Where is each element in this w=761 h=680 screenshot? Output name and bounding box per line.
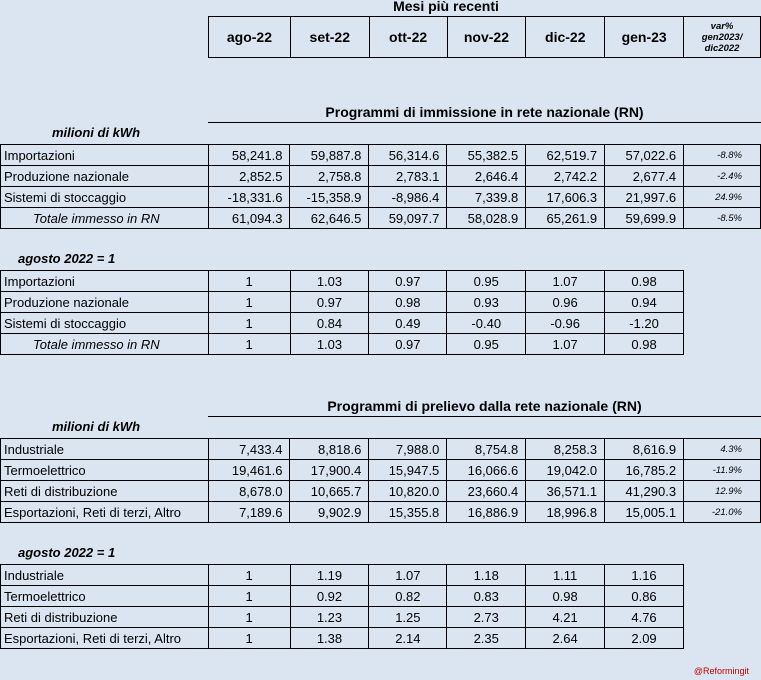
cell-value: 1 [208,271,290,292]
table-row [1,502,761,523]
cell-var: -8.8% [684,145,761,166]
cell-value: 59,097.7 [369,208,447,229]
table-row [1,187,761,208]
cell-value: 9,902.9 [290,502,369,523]
prelievo-index-unit-label: agosto 2022 = 1 [18,545,116,560]
cell-value: 59,699.9 [605,208,684,229]
cell-value: 8,616.9 [605,439,684,460]
month-header: ago-22 [209,17,291,58]
cell-value: 2.09 [605,628,684,649]
watermark: @Reformingit [693,666,749,676]
cell-value: 0.92 [290,586,369,607]
cell-value: 7,433.4 [208,439,290,460]
cell-var: -2.4% [684,166,761,187]
cell-var: -21.0% [684,502,761,523]
cell-value: 16,785.2 [605,460,684,481]
cell-value: 1 [208,607,290,628]
cell-value: 1.23 [290,607,369,628]
page-title: Mesi più recenti [393,0,499,14]
cell-value: 7,988.0 [369,439,447,460]
immissione-title: Programmi di immissione in rete nazionale (RN) [325,104,644,120]
cell-value: 8,754.8 [447,439,526,460]
cell-value: 4.21 [526,607,605,628]
row-label: Produzione nazionale [1,166,209,187]
cell-value: 1.07 [526,271,605,292]
cell-value: 8,818.6 [290,439,369,460]
cell-value: 19,461.6 [208,460,290,481]
cell-value: 0.49 [369,313,447,334]
cell-value: 0.86 [605,586,684,607]
cell-value: 56,314.6 [369,145,447,166]
cell-value: 8,258.3 [526,439,605,460]
cell-value: 1.16 [605,565,684,586]
cell-value: 10,665.7 [290,481,369,502]
cell-value: 2.73 [447,607,526,628]
table-row [1,439,761,460]
table-row [1,313,684,334]
row-label: Termoelettrico [1,586,209,607]
cell-value: 2,742.2 [526,166,605,187]
cell-value: 1.18 [447,565,526,586]
cell-value: 1 [208,313,290,334]
cell-value: -0.96 [526,313,605,334]
cell-value: 23,660.4 [447,481,526,502]
month-header: nov-22 [447,17,526,58]
immissione-index-table [0,270,684,355]
cell-value: 1.11 [526,565,605,586]
cell-value: 0.96 [526,292,605,313]
cell-value: 0.95 [447,334,526,355]
cell-value: 1.03 [290,271,369,292]
cell-value: 2,677.4 [605,166,684,187]
row-label: Reti di distribuzione [1,607,209,628]
cell-value: 36,571.1 [526,481,605,502]
cell-value: 58,241.8 [208,145,290,166]
cell-value: 65,261.9 [526,208,605,229]
row-label: Termoelettrico [1,460,209,481]
cell-value: 0.98 [526,586,605,607]
row-label: Industriale [1,439,209,460]
cell-value: 1 [208,334,290,355]
row-label: Reti di distribuzione [1,481,209,502]
cell-value: 0.95 [447,271,526,292]
table-row [1,145,761,166]
cell-value: 2,783.1 [369,166,447,187]
cell-value: 2,852.5 [208,166,290,187]
cell-value: -0.40 [447,313,526,334]
cell-value: 2,646.4 [447,166,526,187]
table-row [1,628,684,649]
cell-value: 2.14 [369,628,447,649]
cell-value: -8,986.4 [369,187,447,208]
prelievo-title: Programmi di prelievo dalla rete nazionale (RN) [327,398,642,414]
cell-value: -1.20 [605,313,684,334]
cell-value: 0.94 [605,292,684,313]
cell-value: 8,678.0 [208,481,290,502]
row-label: Totale immesso in RN [1,208,209,229]
immissione-table [0,144,761,229]
table-row [1,565,684,586]
cell-value: 0.82 [369,586,447,607]
cell-value: 19,042.0 [526,460,605,481]
cell-value: 1 [208,586,290,607]
cell-value: 0.98 [605,334,684,355]
cell-value: 0.97 [290,292,369,313]
cell-value: 15,947.5 [369,460,447,481]
table-row [1,481,761,502]
row-label: Esportazioni, Reti di terzi, Altro [1,628,209,649]
table-row [1,586,684,607]
cell-value: 4.76 [605,607,684,628]
row-label: Importazioni [1,145,209,166]
cell-value: 0.84 [290,313,369,334]
cell-value: 0.98 [605,271,684,292]
month-header-table [208,16,761,58]
cell-value: 10,820.0 [369,481,447,502]
total-row [1,208,761,229]
table-row [1,607,684,628]
cell-value: 0.83 [447,586,526,607]
cell-value: 7,189.6 [208,502,290,523]
cell-value: 2.64 [526,628,605,649]
cell-value: 59,887.8 [290,145,369,166]
cell-value: 21,997.6 [605,187,684,208]
cell-value: 62,646.5 [290,208,369,229]
cell-value: 55,382.5 [447,145,526,166]
cell-value: 0.93 [447,292,526,313]
row-label: Totale immesso in RN [1,334,209,355]
cell-value: 1.25 [369,607,447,628]
month-header: set-22 [290,17,369,58]
var-header-line: dic2022 [704,42,740,54]
cell-value: 62,519.7 [526,145,605,166]
prelievo-unit-label: milioni di kWh [52,419,141,434]
row-label: Esportazioni, Reti di terzi, Altro [1,502,209,523]
cell-var: -8.5% [684,208,761,229]
cell-value: 17,606.3 [526,187,605,208]
prelievo-table [0,438,761,523]
row-label: Sistemi di stoccaggio [1,313,209,334]
cell-var: 24.9% [684,187,761,208]
cell-value: 15,005.1 [605,502,684,523]
table-row [1,292,684,313]
cell-value: 57,022.6 [605,145,684,166]
prelievo-index-table [0,564,684,649]
month-header: dic-22 [526,17,605,58]
cell-var: 12.9% [684,481,761,502]
total-row [1,334,684,355]
cell-value: 16,886.9 [447,502,526,523]
cell-value: 0.97 [369,334,447,355]
cell-value: 0.97 [369,271,447,292]
cell-value: 58,028.9 [447,208,526,229]
cell-value: -18,331.6 [208,187,290,208]
var-header-line: var% [710,20,734,32]
cell-var: -11.9% [684,460,761,481]
cell-value: 7,339.8 [447,187,526,208]
row-label: Sistemi di stoccaggio [1,187,209,208]
cell-value: 1.38 [290,628,369,649]
cell-value: 0.98 [369,292,447,313]
immissione-unit-label: milioni di kWh [52,125,141,140]
section-divider [208,122,761,123]
cell-value: 15,355.8 [369,502,447,523]
cell-var: 4.3% [684,439,761,460]
cell-value: 16,066.6 [447,460,526,481]
cell-value: 2.35 [447,628,526,649]
var-header [684,17,761,58]
cell-value: -15,358.9 [290,187,369,208]
cell-value: 17,900.4 [290,460,369,481]
cell-value: 1.07 [526,334,605,355]
immissione-index-unit-label: agosto 2022 = 1 [18,251,116,266]
table-row [1,460,761,481]
row-label: Importazioni [1,271,209,292]
cell-value: 61,094.3 [208,208,290,229]
month-header: gen-23 [605,17,684,58]
cell-value: 1 [208,565,290,586]
row-label: Industriale [1,565,209,586]
cell-value: 1.19 [290,565,369,586]
table-row [1,166,761,187]
cell-value: 1 [208,292,290,313]
var-header-line: gen2023/ [701,31,743,43]
month-header: ott-22 [369,17,447,58]
cell-value: 41,290.3 [605,481,684,502]
cell-value: 1.07 [369,565,447,586]
cell-value: 1.03 [290,334,369,355]
table-row [1,271,684,292]
cell-value: 2,758.8 [290,166,369,187]
section-divider [208,416,761,417]
row-label: Produzione nazionale [1,292,209,313]
cell-value: 18,996.8 [526,502,605,523]
cell-value: 1 [208,628,290,649]
